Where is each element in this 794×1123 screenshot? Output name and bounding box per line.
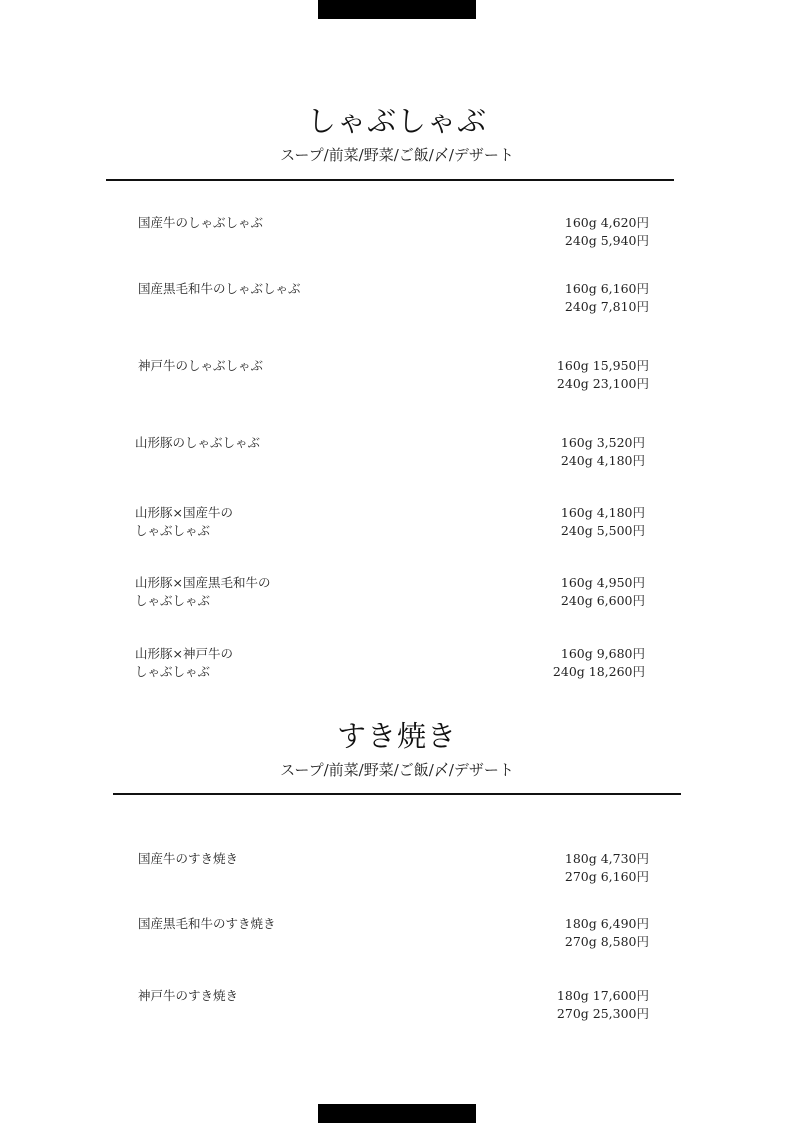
bottom-decorative-bar xyxy=(318,1104,476,1123)
menu-item-prices xyxy=(565,915,649,951)
sukiyaki-section-title: すき焼き xyxy=(336,719,457,753)
name-line: しゃぶしゃぶ xyxy=(135,664,211,679)
price-large: 270g 8,580円 xyxy=(564,934,649,949)
menu-item-prices xyxy=(565,850,649,886)
price-large: 240g 6,600円 xyxy=(560,593,645,608)
menu-item-name: 国産牛のすき焼き xyxy=(138,851,239,866)
price-large: 240g 4,180円 xyxy=(560,453,645,468)
menu-item-name: 国産牛のしゃぶしゃぶ xyxy=(138,215,264,230)
menu-item-prices xyxy=(557,357,649,393)
name-line: 山形豚×国産牛の xyxy=(135,505,233,520)
menu-item-name xyxy=(135,574,270,610)
price-large: 270g 6,160円 xyxy=(564,869,649,884)
price-small: 160g 6,160円 xyxy=(564,281,649,296)
name-line: しゃぶしゃぶ xyxy=(135,523,211,538)
price-small: 180g 17,600円 xyxy=(556,988,649,1003)
price-large: 270g 25,300円 xyxy=(556,1006,649,1021)
price-small: 160g 4,180円 xyxy=(560,505,645,520)
price-small: 180g 4,730円 xyxy=(564,851,649,866)
price-large: 240g 18,260円 xyxy=(552,664,645,679)
menu-item-prices xyxy=(565,280,649,316)
price-small: 160g 9,680円 xyxy=(560,646,645,661)
menu-item-name: 山形豚のしゃぶしゃぶ xyxy=(135,435,261,450)
price-small: 160g 4,950円 xyxy=(560,575,645,590)
name-line: 山形豚×神戸牛の xyxy=(135,646,233,661)
shabu-section-divider xyxy=(106,179,674,181)
menu-item-prices xyxy=(561,434,645,470)
name-line: しゃぶしゃぶ xyxy=(135,593,211,608)
menu-item-name xyxy=(135,504,233,540)
price-large: 240g 5,940円 xyxy=(564,233,649,248)
price-large: 240g 7,810円 xyxy=(564,299,649,314)
name-line: 山形豚×国産黒毛和牛の xyxy=(135,575,271,590)
top-decorative-bar xyxy=(318,0,476,19)
price-large: 240g 5,500円 xyxy=(560,523,645,538)
price-small: 160g 15,950円 xyxy=(556,358,649,373)
menu-item-prices xyxy=(557,987,649,1023)
menu-item-name: 神戸牛のしゃぶしゃぶ xyxy=(138,358,264,373)
price-small: 180g 6,490円 xyxy=(564,916,649,931)
shabu-section-subtitle: スープ/前菜/野菜/ご飯/〆/デザート xyxy=(280,146,514,164)
menu-item-prices xyxy=(561,504,645,540)
menu-item-prices xyxy=(553,645,645,681)
shabu-section-title: しゃぶしゃぶ xyxy=(306,104,487,138)
sukiyaki-section-subtitle: スープ/前菜/野菜/ご飯/〆/デザート xyxy=(280,761,514,779)
menu-item-name xyxy=(135,645,233,681)
menu-item-prices xyxy=(565,214,649,250)
sukiyaki-section-divider xyxy=(113,793,681,795)
menu-item-prices xyxy=(561,574,645,610)
menu-item-name: 国産黒毛和牛のしゃぶしゃぶ xyxy=(138,281,301,296)
menu-item-name: 神戸牛のすき焼き xyxy=(138,988,239,1003)
price-small: 160g 3,520円 xyxy=(560,435,645,450)
price-small: 160g 4,620円 xyxy=(564,215,649,230)
price-large: 240g 23,100円 xyxy=(556,376,649,391)
menu-item-name: 国産黒毛和牛のすき焼き xyxy=(138,916,276,931)
